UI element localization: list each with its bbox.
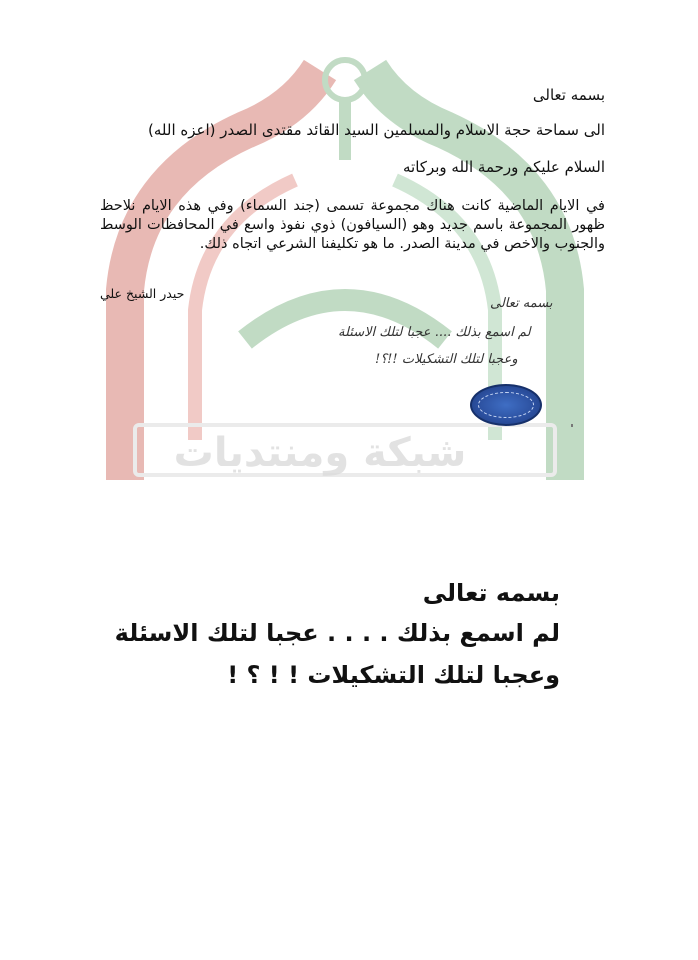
handwritten-reply-line-3: وعجبا لتلك التشكيلات !!؟! <box>375 352 518 367</box>
letter-body: في الايام الماضية كانت هناك مجموعة تسمى (جند السماء) وفي هذه الايام نلاحظ ظهور المجموعة باسم جديد وهو (السيافون) ذوي نفوذ واسع في المحافظات الوسط والجنوب والاخص في مدينة الصدر. ما هو تكليفنا الشرعي اتجاه ذلك. <box>100 198 605 252</box>
stray-mark <box>571 424 573 427</box>
watermark-text: شبكة ومنتديات <box>173 430 467 476</box>
letter-basmala: بسمه تعالى <box>532 86 605 104</box>
letter-addressee: الى سماحة حجة الاسلام والمسلمين السيد القائد مقتدى الصدر (اعزه الله) <box>148 121 605 139</box>
letter-signer: حيدر الشيخ علي <box>100 286 185 301</box>
seal-stamp-border <box>478 392 534 418</box>
typed-reply-line-2: لم اسمع بذلك . . . . عجبا لتلك الاسئلة <box>114 619 560 647</box>
handwritten-reply-line-2: لم اسمع بذلك .... عجبا لتلك الاسئلة <box>338 325 531 340</box>
seal-stamp <box>470 384 542 426</box>
letter-greeting: السلام عليكم ورحمة الله وبركاته <box>403 158 605 176</box>
handwritten-reply-line-1: بسمه تعالى <box>490 296 553 311</box>
typed-reply-line-1: بسمه تعالى <box>422 579 560 607</box>
typed-reply-line-3: وعجبا لتلك التشكيلات ! ! ؟ ! <box>227 661 560 689</box>
